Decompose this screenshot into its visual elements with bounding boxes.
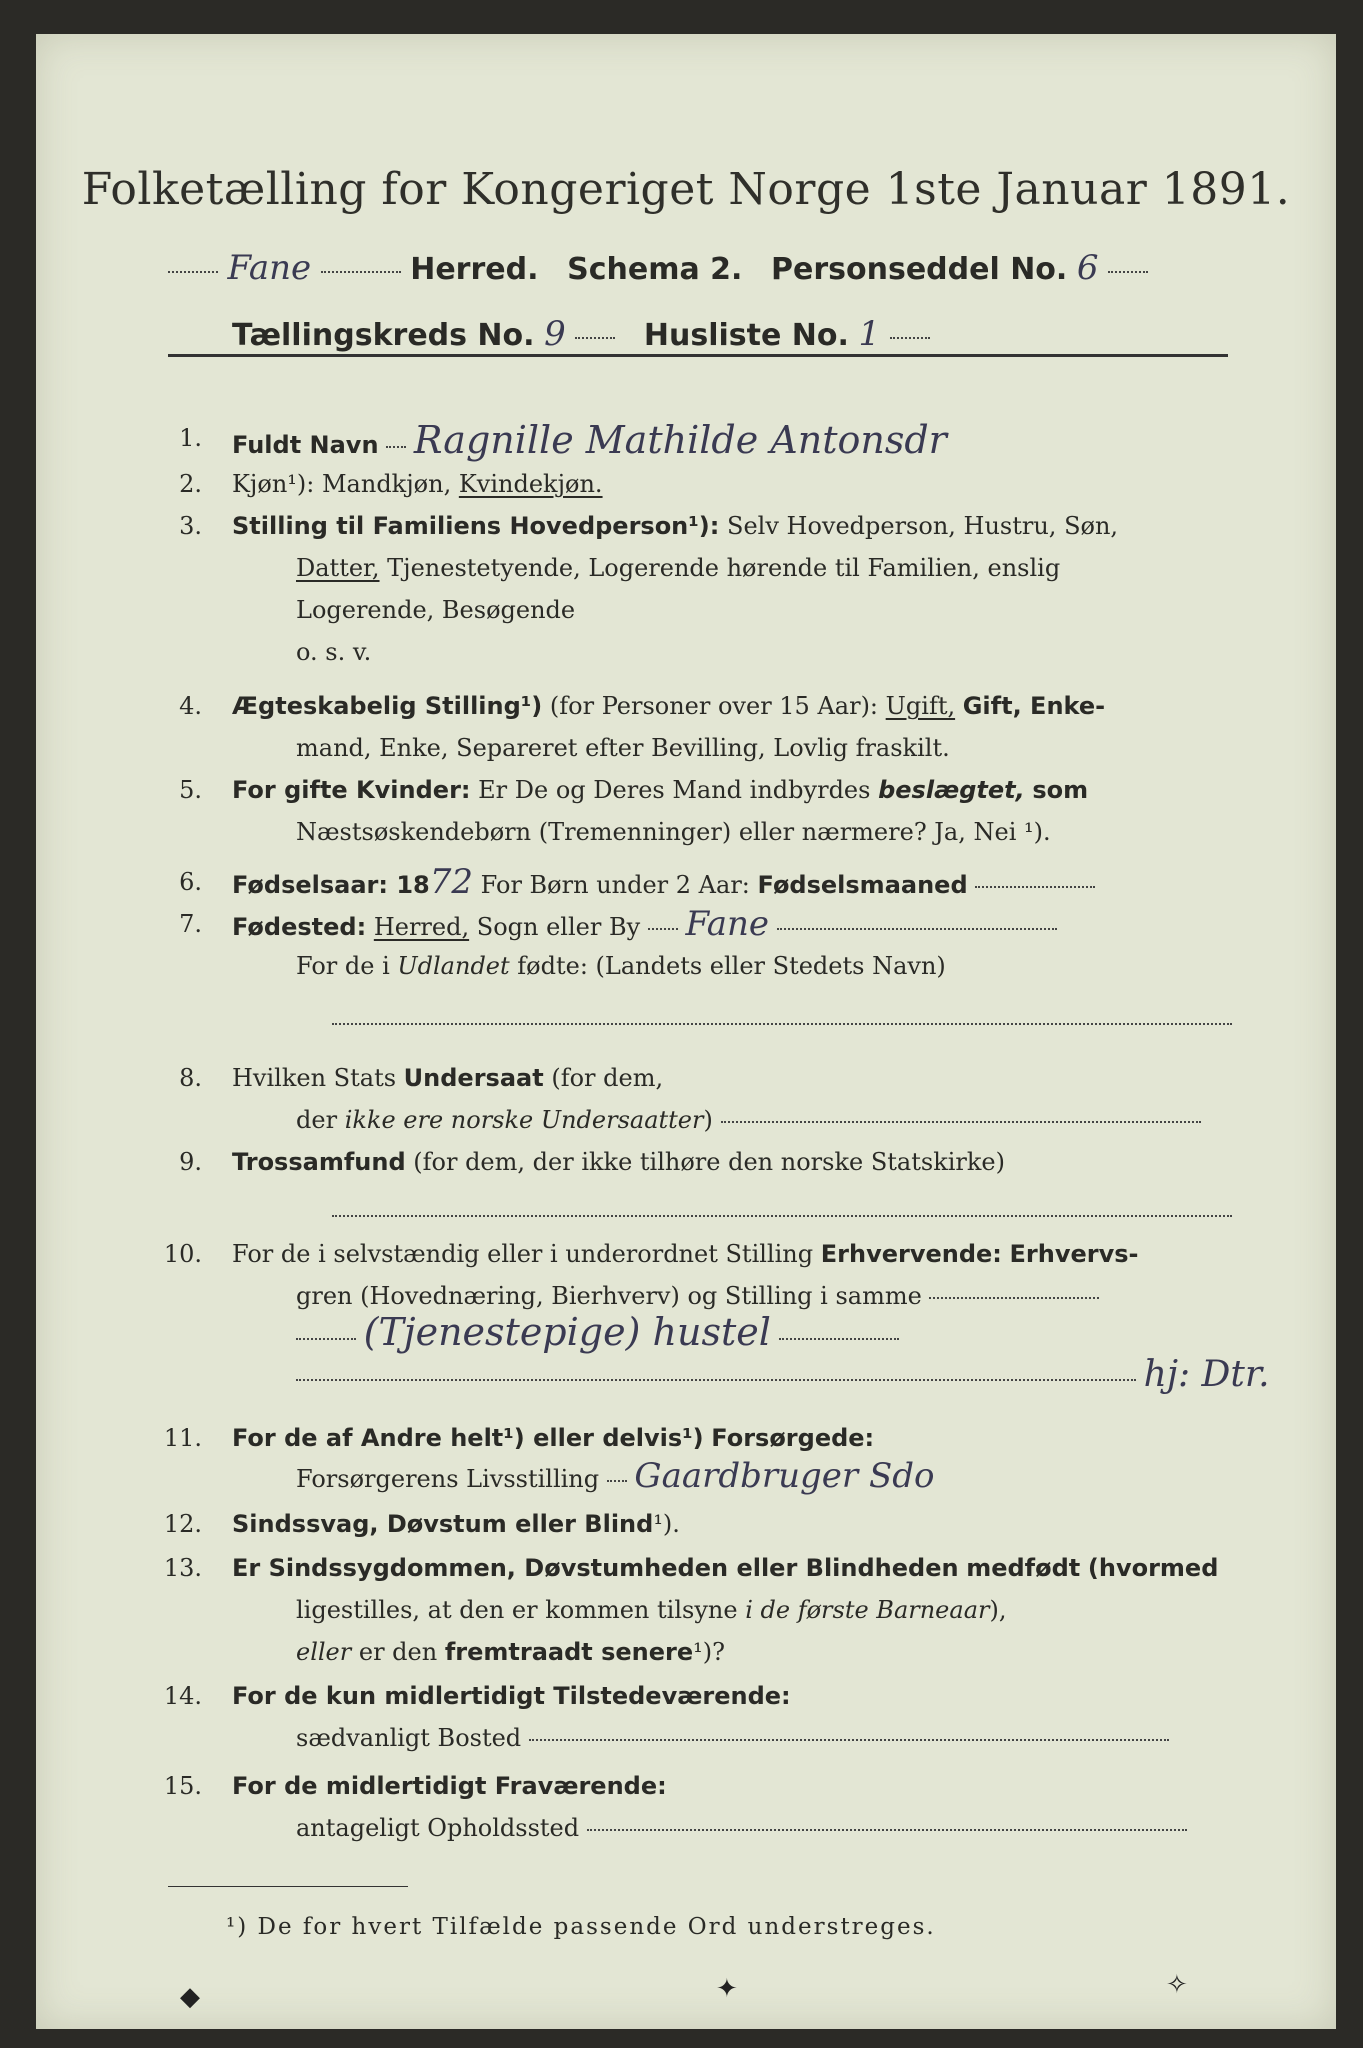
item-15-line2 <box>296 1814 1187 1842</box>
provider-label: Forsørgerens Livsstilling <box>296 1465 600 1493</box>
item-3-line3: Logerende, Besøgende <box>296 596 576 624</box>
later-onset-label: fremtraadt senere <box>444 1638 694 1666</box>
citizenship-der: der <box>296 1106 338 1134</box>
birthplace-value: Fane <box>685 904 770 944</box>
congenital-eller: eller <box>296 1638 352 1666</box>
family-position-options: Selv Hovedperson, Hustru, Søn, <box>727 512 1119 540</box>
citizenship-label: Undersaat <box>403 1064 544 1092</box>
occupation-value-2: hj: Dtr. <box>1143 1354 1270 1395</box>
item-5-line2: Næstsøskendebørn (Tremenninger) eller nærmere? Ja, Nei ¹). <box>296 818 1051 846</box>
item-number: 13. <box>163 1554 202 1582</box>
provider-value: Gaardbruger Sdo <box>634 1456 935 1496</box>
item-12 <box>232 1510 680 1538</box>
item-13-line1 <box>232 1554 1218 1582</box>
kreds-value: 9 <box>544 314 566 354</box>
herred-label: Herred. <box>410 252 539 287</box>
probable-residence-label: antageligt Opholdssted <box>296 1814 580 1842</box>
birthplace-options: Sogn eller By <box>476 913 641 941</box>
gender-selected: Kvindekjøn. <box>458 470 603 498</box>
item-11-line2 <box>296 1456 935 1496</box>
item-13-line3 <box>296 1638 725 1666</box>
item-9 <box>232 1148 1005 1176</box>
congenital-comma: ), <box>989 1596 1007 1624</box>
congenital-question: Er Sindssygdommen, Døvstumheden eller Blindheden <box>232 1554 959 1582</box>
herred-line <box>168 248 1148 288</box>
birth-month-label: Fødselsmaaned <box>757 871 968 899</box>
item-number: 10. <box>163 1240 202 1268</box>
item-number: 14. <box>163 1682 202 1710</box>
item-3-line1 <box>232 512 1118 540</box>
temporary-present-label: For de kun midlertidigt Tilstedeværende: <box>232 1682 791 1710</box>
religion-note: (for dem, der ikke tilhøre den norske Statskirke) <box>413 1148 1005 1176</box>
item-number: 9. <box>179 1148 202 1176</box>
personseddel-label: Personseddel No. <box>771 252 1068 287</box>
related-term: beslægtet, <box>878 776 1025 804</box>
usual-residence-label: sædvanligt Bosted <box>296 1724 522 1752</box>
family-position-options-2: Tjenestetyende, Logerende hørende til Familien, enslig <box>387 554 1061 582</box>
citizenship-prefix: Hvilken Stats <box>232 1064 397 1092</box>
item-3-line2 <box>296 554 1060 582</box>
item-13-line2 <box>296 1596 1006 1624</box>
congenital-note: ligestilles, at den er kommen tilsyne <box>296 1596 738 1624</box>
husliste-value: 1 <box>858 314 881 354</box>
pin-mark-icon: ✧ <box>1166 1970 1188 2000</box>
full-name-label: Fuldt Navn <box>232 431 379 459</box>
congenital-hvormed: (hvormed <box>1087 1554 1219 1582</box>
religion-dots <box>332 1200 1232 1228</box>
item-4-line2: mand, Enke, Separeret efter Bevilling, Lovlig fraskilt. <box>296 734 950 762</box>
citizenship-note: (for dem, <box>551 1064 664 1092</box>
congenital-label: medfødt <box>966 1554 1081 1582</box>
congenital-er-den: er den <box>358 1638 438 1666</box>
disability-label: Sindssvag, Døvstum eller Blind <box>232 1510 654 1538</box>
item-11-line1 <box>232 1424 874 1452</box>
item-number: 11. <box>163 1424 202 1452</box>
supported-prefix: For de af Andre helt¹) eller delvis¹) <box>232 1424 704 1452</box>
item-number: 2. <box>179 470 202 498</box>
birth-year-value: 72 <box>429 862 474 902</box>
pin-mark-icon: ◆ <box>180 1982 200 2012</box>
abroad-dots <box>332 1008 1232 1036</box>
congenital-italic: i de første Barneaar <box>745 1596 990 1624</box>
item-number: 3. <box>179 512 202 540</box>
item-8-line2: der ikke ere norske Undersaatter) <box>296 1106 1201 1134</box>
item-7-line2 <box>296 952 946 980</box>
husliste-label: Husliste No. <box>643 318 849 353</box>
item-number: 1. <box>179 424 202 452</box>
item-6 <box>232 862 1095 902</box>
item-number: 15. <box>163 1772 202 1800</box>
item-10-line2 <box>296 1282 1099 1310</box>
item-5-line1 <box>232 776 1088 804</box>
item-number: 4. <box>179 692 202 720</box>
marital-options: Gift, Enke- <box>962 692 1106 720</box>
item-3-line4: o. s. v. <box>296 638 372 666</box>
header-rule <box>168 354 1228 357</box>
occupation-note: gren (Hovednæring, Bierhverv) og Stilling i samme <box>296 1282 922 1310</box>
item-10-line1 <box>232 1240 1139 1268</box>
item-2 <box>232 470 603 498</box>
married-women-label: For gifte Kvinder: <box>232 776 471 804</box>
married-women-som: som <box>1032 776 1089 804</box>
family-position-label: Stilling til Familiens Hovedperson¹): <box>232 512 720 540</box>
census-form-sheet <box>36 34 1336 2029</box>
married-women-question: Er De og Deres Mand indbyrdes <box>478 776 871 804</box>
item-7-line1 <box>232 904 1057 944</box>
item-8-line1 <box>232 1064 663 1092</box>
birth-year-label: Fødselsaar: 18 <box>232 871 430 899</box>
abroad-suffix: fødte: (Landets eller Stedets Navn) <box>517 952 946 980</box>
herred-value: Fane <box>227 248 312 288</box>
family-position-selected: Datter, <box>296 554 380 582</box>
item-4-line1 <box>232 692 1105 720</box>
citizenship-italic: ikke ere norske Undersaatter <box>344 1106 704 1134</box>
abroad-term: Udlandet <box>397 952 510 980</box>
religion-label: Trossamfund <box>232 1148 406 1176</box>
item-14-line2 <box>296 1724 1169 1752</box>
marital-label: Ægteskabelig Stilling¹) <box>232 692 543 720</box>
item-number: 7. <box>179 910 202 938</box>
birthplace-selected: Herred, <box>373 913 470 941</box>
marital-selected: Ugift, <box>885 692 956 720</box>
form-title: Folketælling for Kongeriget Norge 1ste Januar 1891. <box>81 164 1291 215</box>
full-name-value: Ragnille Mathilde Antonsdr <box>413 418 947 462</box>
abroad-prefix: For de i <box>296 952 390 980</box>
occupation-suffix: Erhvervs- <box>1009 1240 1139 1268</box>
birth-month-note: For Børn under 2 Aar: <box>480 871 750 899</box>
schema-label: Schema 2. <box>567 252 743 287</box>
occupation-value: (Tjenestepige) hustel <box>363 1310 771 1354</box>
item-10-line3 <box>296 1310 899 1354</box>
item-number: 6. <box>179 868 202 896</box>
occupation-label: Erhvervende: <box>820 1240 1002 1268</box>
later-onset-suffix: ¹)? <box>693 1638 726 1666</box>
item-number: 12. <box>163 1510 202 1538</box>
birthplace-label: Fødested: <box>232 913 367 941</box>
item-1 <box>232 418 947 462</box>
supported-label: Forsørgede: <box>711 1424 875 1452</box>
personseddel-value: 6 <box>1076 248 1099 288</box>
pin-mark-icon: ✦ <box>716 1974 738 2004</box>
occupation-prefix: For de i selvstændig eller i underordnet Stilling <box>232 1240 814 1268</box>
gender-label: Kjøn¹): Mandkjøn, <box>232 470 452 498</box>
footnote: ¹) De for hvert Tilfælde passende Ord understreges. <box>226 1914 936 1940</box>
item-14-line1 <box>232 1682 791 1710</box>
marital-note: (for Personer over 15 Aar): <box>549 692 879 720</box>
item-number: 5. <box>179 776 202 804</box>
kreds-label: Tællingskreds No. <box>232 318 535 353</box>
item-15-line1 <box>232 1772 667 1800</box>
disability-suffix: ¹). <box>653 1510 680 1538</box>
temporary-absent-label: For de midlertidigt Fraværende: <box>232 1772 667 1800</box>
kreds-line <box>232 314 930 354</box>
item-10-line4 <box>296 1354 1270 1395</box>
item-number: 8. <box>179 1064 202 1092</box>
footnote-rule <box>168 1886 408 1887</box>
